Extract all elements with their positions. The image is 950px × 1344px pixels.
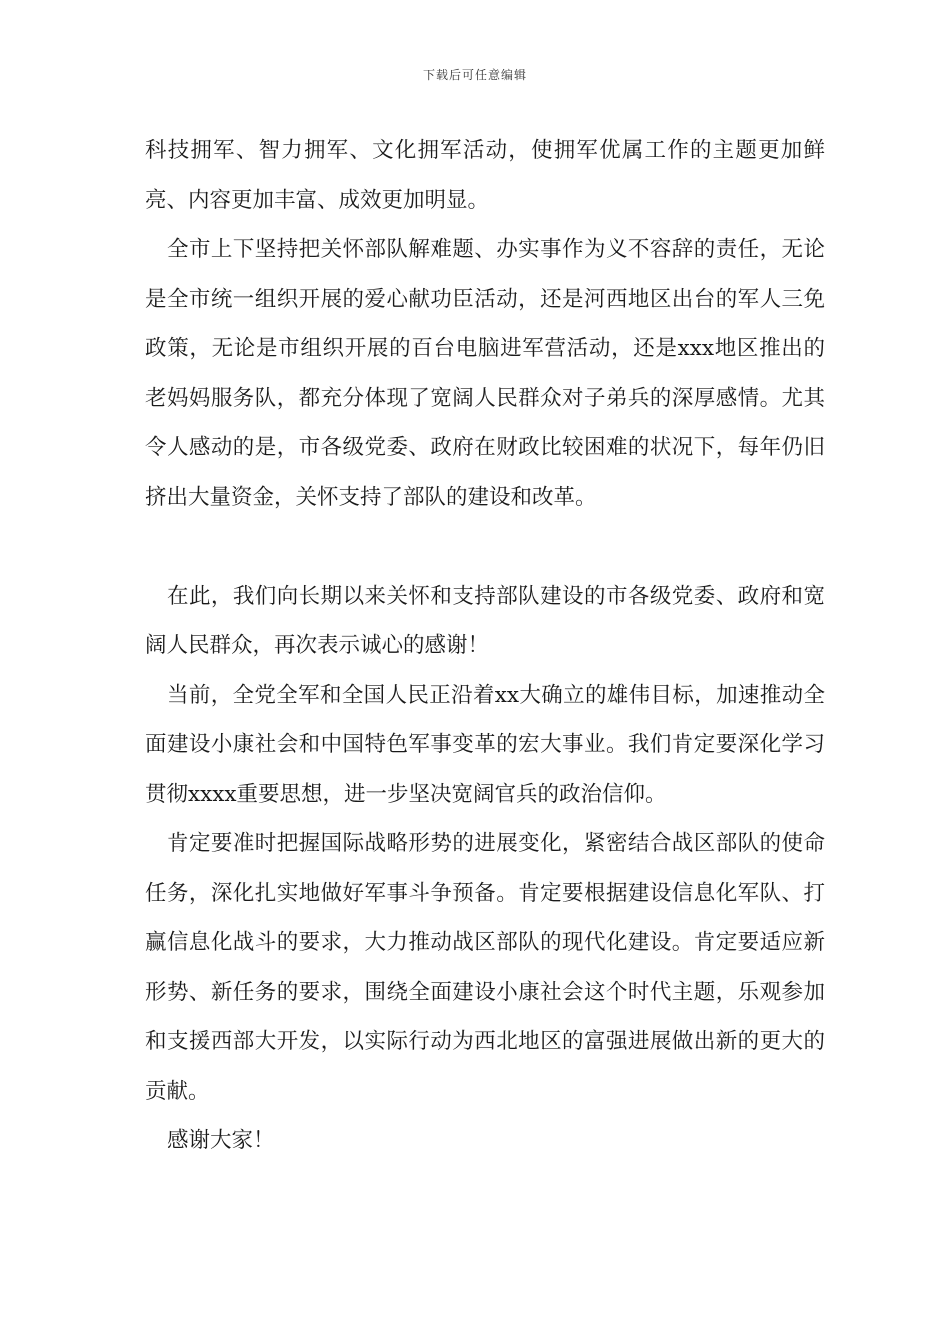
paragraph-thanks-party: 在此，我们向长期以来关怀和支持部队建设的市各级党委、政府和宽阔人民群众，再次表示诚心的感谢！ [145,583,825,658]
paragraph-current-goals: 当前，全党全军和全国人民正沿着xx大确立的雄伟目标，加速推动全面建设小康社会和中国特色军事变革的宏大事业。我们肯定要深化学习贯彻xxxx重要思想，进一步坚决宽阔官兵的政治信仰。 [145,682,825,807]
paragraph-closing-thanks: 感谢大家！ [167,1128,275,1153]
document-body [145,126,825,1166]
paragraph-military-tasks: 肯定要准时把握国际战略形势的进展变化，紧密结合战区部队的使命任务，深化扎实地做好军事斗争预备。肯定要根据建设信息化军队、打赢信息化战斗的要求，大力推动战区部队的现代化建设。肯定要适应新形势、新任务的要求，围绕全面建设小康社会这个时代主题，乐观参加和支援西部大开发，以实际行动为西北地区的富强进展做出新的更大的贡献。 [145,831,825,1104]
paragraph-support-troops: 全市上下坚持把关怀部队解难题、办实事作为义不容辞的责任，无论是全市统一组织开展的爱心献功臣活动，还是河西地区出台的军人三免政策，无论是市组织开展的百台电脑进军营活动，还是xxx地区推出的老妈妈服务队，都充分体现了宽阔人民群众对子弟兵的深厚感情。尤其令人感动的是，市各级党委、政府在财政比较困难的状况下，每年仍旧挤出大量资金，关怀支持了部队的建设和改革。 [145,237,825,510]
page-header: 下载后可任意编辑 [422,68,527,82]
paragraph-continuation: 科技拥军、智力拥军、文化拥军活动，使拥军优属工作的主题更加鲜亮、内容更加丰富、成效更加明显。 [145,138,825,213]
